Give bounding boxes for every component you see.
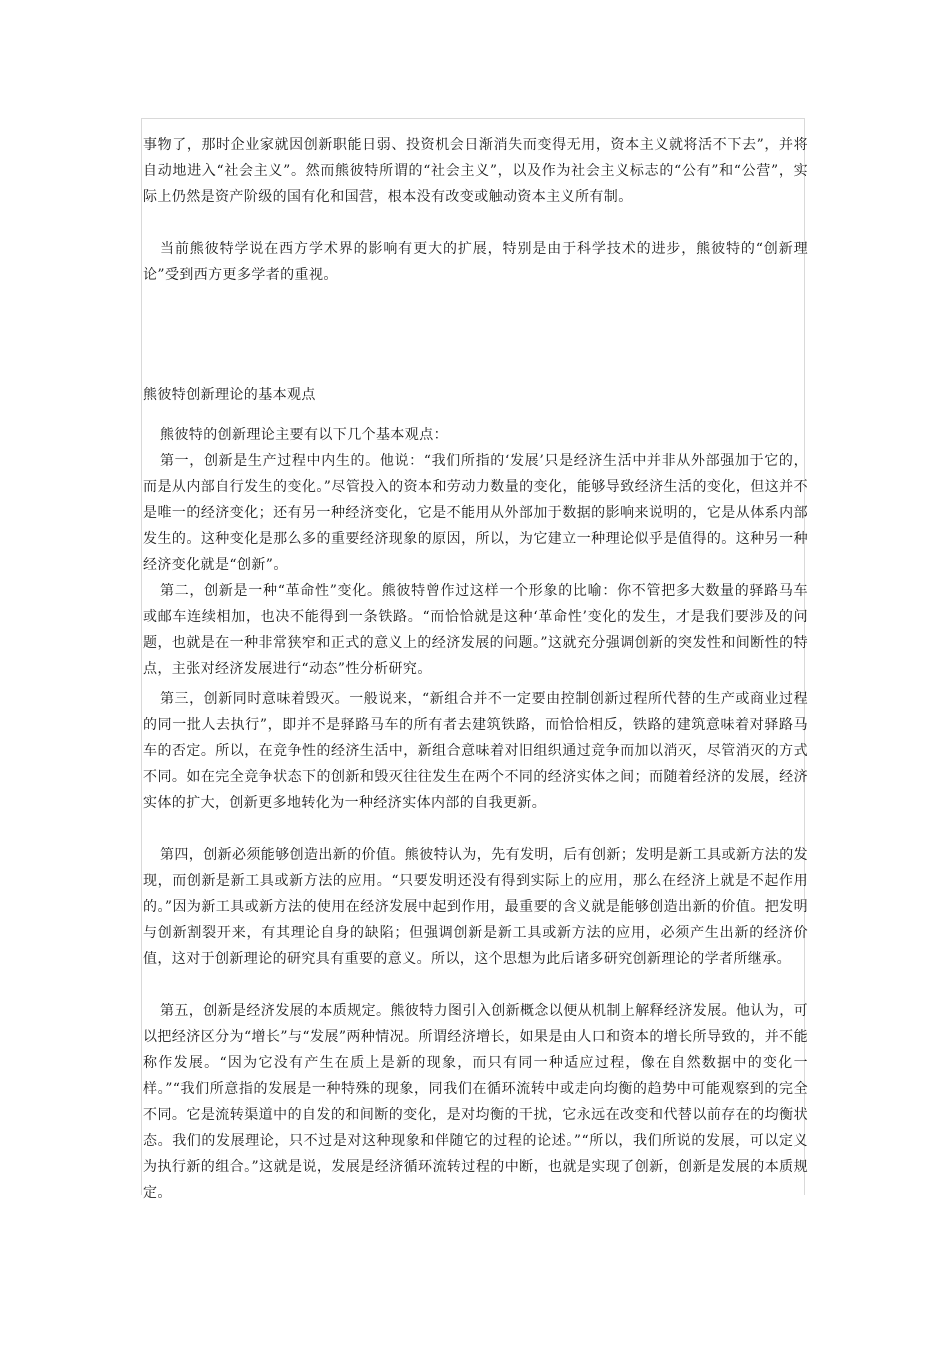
point-1: 第一，创新是生产过程中内生的。他说：“我们所指的‘发展’只是经济生活中并非从外部强加于它的，而是从内部自行发生的变化。”尽管投入的资本和劳动力数量的变化，能够导致经济生活的变化，但这并不是唯一的经济变化；还有另一种经济变化，它是不能用从外部加于数据的影响来说明的，它是从体系内部发生的。这种变化是那么多的重要经济现象的原因，所以，为它建立一种理论似乎是值得的。这种另一种经济变化就是“创新”。 bbox=[143, 453, 808, 573]
paragraph-intro: 熊彼特的创新理论主要有以下几个基本观点： bbox=[160, 427, 448, 443]
section-heading: 熊彼特创新理论的基本观点 bbox=[143, 387, 316, 403]
paragraph-influence: 当前熊彼特学说在西方学术界的影响有更大的扩展，特别是由于科学技术的进步，熊彼特的“创新理论”受到西方更多学者的重视。 bbox=[143, 241, 808, 283]
point-5: 第五，创新是经济发展的本质规定。熊彼特力图引入创新概念以便从机制上解释经济发展。他认为，可以把经济区分为“增长”与“发展”两种情况。所谓经济增长，如果是由人口和资本的增长所导致的，并不能称作发展。“因为它没有产生在质上是新的现象，而只有同一种适应过程，像在自然数据中的变化一样。”“我们所意指的发展是一种特殊的现象，同我们在循环流转中或走向均衡的趋势中可能观察到的完全不同。它是流转渠道中的自发的和间断的变化，是对均衡的干扰，它永远在改变和代替以前存在的均衡状态。我们的发展理论，只不过是对这种现象和伴随它的过程的论述。”“所以，我们所说的发展，可以定义为执行新的组合。”这就是说，发展是经济循环流转过程的中断，也就是实现了创新，创新是发展的本质规定。 bbox=[143, 1003, 808, 1201]
point-3: 第三，创新同时意味着毁灭。一般说来，“新组合并不一定要由控制创新过程所代替的生产或商业过程的同一批人去执行”，即并不是驿路马车的所有者去建筑铁路，而恰恰相反，铁路的建筑意味着对驿路马车的否定。所以，在竞争性的经济生活中，新组合意味着对旧组织通过竞争而加以消灭，尽管消灭的方式不同。如在完全竞争状态下的创新和毁灭往往发生在两个不同的经济实体之间；而随着经济的发展，经济实体的扩大，创新更多地转化为一种经济实体内部的自我更新。 bbox=[143, 691, 808, 811]
point-4: 第四，创新必须能够创造出新的价值。熊彼特认为，先有发明，后有创新；发明是新工具或新方法的发现，而创新是新工具或新方法的应用。“只要发明还没有得到实际上的应用，那么在经济上就是不起作用的。”因为新工具或新方法的使用在经济发展中起到作用，最重要的含义就是能够创造出新的价值。把发明与创新割裂开来，有其理论自身的缺陷；但强调创新是新工具或新方法的应用，必须产生出新的经济价值，这对于创新理论的研究具有重要的意义。所以，这个思想为此后诸多研究创新理论的学者所继承。 bbox=[143, 847, 808, 967]
point-2: 第二，创新是一种“革命性”变化。熊彼特曾作过这样一个形象的比喻：你不管把多大数量的驿路马车或邮车连续相加，也决不能得到一条铁路。“而恰恰就是这种‘革命性’变化的发生，才是我们要涉及的问题，也就是在一种非常狭窄和正式的意义上的经济发展的问题。”这就充分强调创新的突发性和间断性的特点，主张对经济发展进行“动态”性分析研究。 bbox=[143, 583, 808, 677]
paragraph-socialism: 事物了，那时企业家就因创新职能日弱、投资机会日渐消失而变得无用，资本主义就将活不下去”，并将自动地进入“社会主义”。然而熊彼特所谓的“社会主义”，以及作为社会主义标志的“公有”和“公营”，实际上仍然是资产阶级的国有化和国营，根本没有改变或触动资本主义所有制。 bbox=[143, 137, 808, 205]
